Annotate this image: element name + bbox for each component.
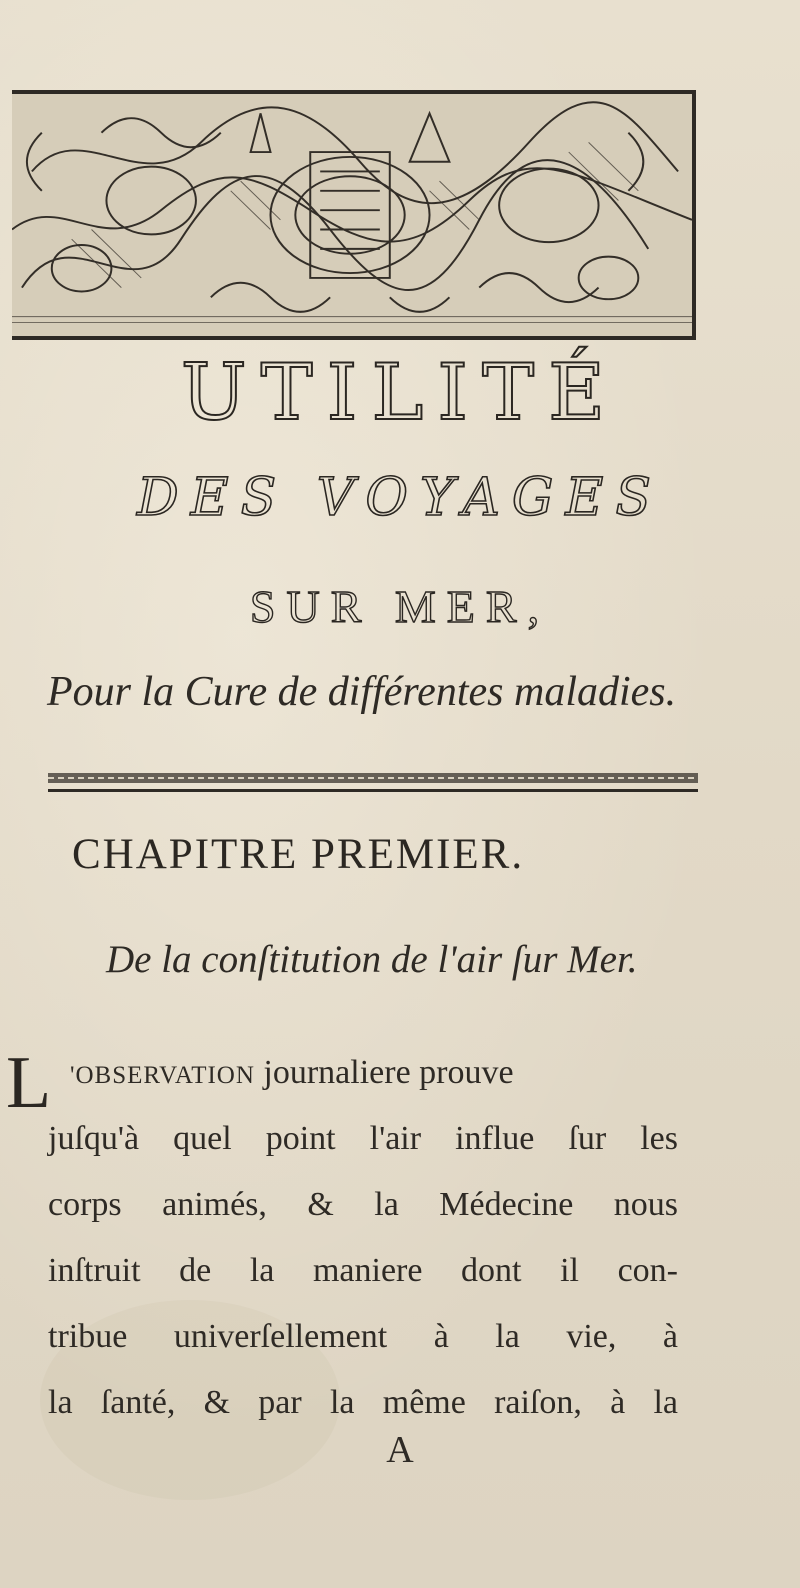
body-line: la ſanté, & par la même raiſon, à la — [48, 1384, 678, 1421]
signature-mark: A — [386, 1429, 414, 1471]
engraving-illustration — [12, 94, 692, 336]
section-heading: De la conſtitution de l'air ſur Mer. — [106, 938, 638, 981]
body-line: juſqu'à quel point l'air influe ſur les — [48, 1120, 678, 1157]
title-tagline: Pour la Cure de différentes maladies. — [47, 669, 677, 715]
page-subtitle: DES VOYAGES — [136, 468, 664, 528]
page-title: UTILITÉ — [180, 348, 620, 438]
drop-cap: L — [6, 1042, 52, 1124]
body-line: corps animés, & la Médecine nous — [48, 1186, 678, 1223]
body-line: inſtruit de la maniere dont il con- — [48, 1252, 678, 1289]
body-line-first: 'OBSERVATION journaliere prouve — [70, 1054, 514, 1091]
body-text — [48, 1040, 678, 1436]
chapter-heading: CHAPITRE PREMIER. — [72, 831, 525, 878]
ornamental-headpiece — [12, 90, 696, 340]
title-line-three: SUR MER, — [249, 581, 551, 632]
body-line: tribue univerſellement à la vie, à — [48, 1318, 678, 1355]
ornamental-rule — [48, 772, 698, 796]
